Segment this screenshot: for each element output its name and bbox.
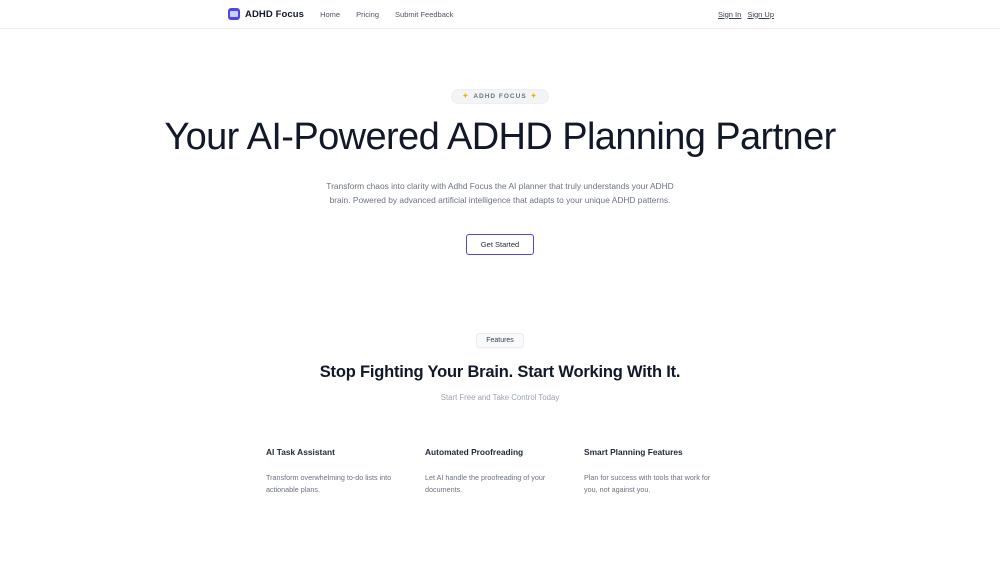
sign-in-link[interactable]: Sign In bbox=[717, 9, 742, 19]
hero-cta-wrapper bbox=[0, 234, 1000, 255]
top-navbar bbox=[0, 0, 1000, 29]
features-tag: Features bbox=[476, 333, 524, 348]
hero-badge-label: ADHD FOCUS bbox=[473, 92, 527, 100]
feature-card-description: Plan for success with tools that work for you, not against you. bbox=[584, 473, 711, 494]
navbar-inner bbox=[0, 8, 1000, 20]
brand-logo-link[interactable] bbox=[228, 8, 304, 20]
feature-card bbox=[425, 447, 584, 496]
hero-subtitle: Transform chaos into clarity with Adhd Focus the AI planner that truly understands your ADHD brain. Powered by advanced artificial intelligence that adapts to your unique ADHD patterns. bbox=[326, 180, 674, 206]
sparkle-icon: ✦ bbox=[462, 93, 470, 100]
feature-card bbox=[266, 447, 425, 496]
get-started-button[interactable]: Get Started bbox=[466, 234, 534, 255]
feature-card-description: Let AI handle the proofreading of your documents. bbox=[425, 473, 546, 494]
feature-card-title: Automated Proofreading bbox=[425, 447, 524, 458]
app-logo-icon bbox=[228, 8, 240, 20]
features-title: Stop Fighting Your Brain. Start Working With It. bbox=[319, 363, 681, 382]
feature-card bbox=[584, 447, 743, 496]
features-section bbox=[0, 329, 1000, 496]
navbar-links bbox=[320, 10, 453, 19]
feature-card-list bbox=[230, 447, 770, 496]
hero-badge bbox=[451, 89, 548, 104]
navbar-auth-group bbox=[718, 10, 774, 19]
nav-link-submit-feedback[interactable]: Submit Feedback bbox=[395, 9, 454, 19]
nav-link-pricing[interactable]: Pricing bbox=[356, 9, 380, 19]
feature-card-title: AI Task Assistant bbox=[266, 447, 335, 458]
feature-card-description: Transform overwhelming to-do lists into actionable plans. bbox=[266, 473, 392, 494]
page-title: Your AI-Powered ADHD Planning Partner bbox=[164, 115, 836, 158]
nav-link-home[interactable]: Home bbox=[320, 9, 341, 19]
sparkle-icon: ✦ bbox=[530, 93, 538, 100]
hero-section bbox=[0, 29, 1000, 255]
sign-up-link[interactable]: Sign Up bbox=[747, 9, 774, 19]
brand-name: ADHD Focus bbox=[245, 8, 305, 20]
features-subtitle: Start Free and Take Control Today bbox=[440, 393, 560, 403]
feature-card-title: Smart Planning Features bbox=[584, 447, 683, 458]
